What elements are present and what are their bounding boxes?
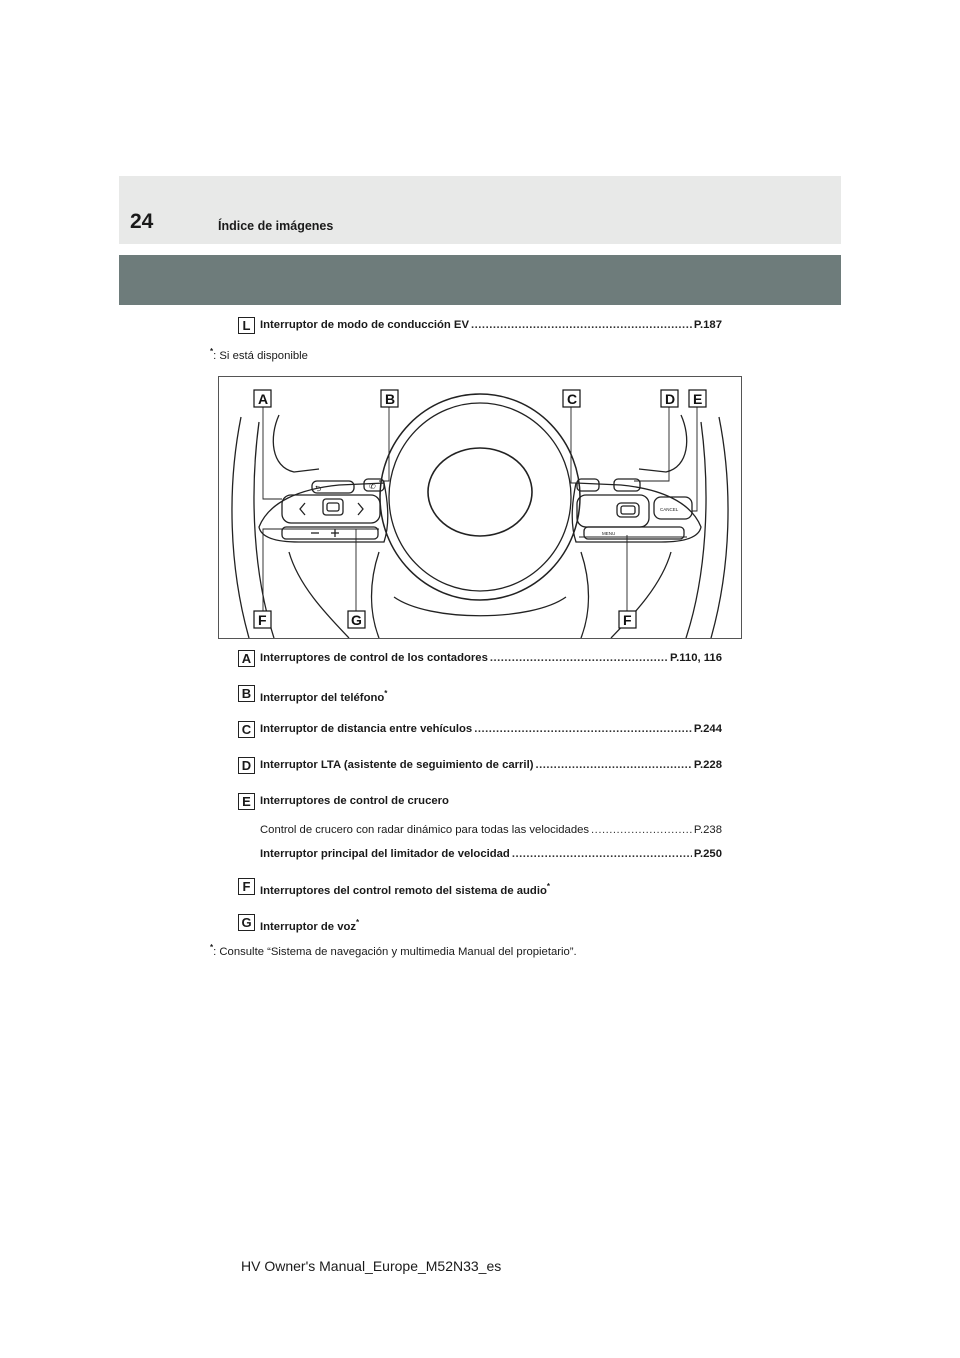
entry-c [238, 721, 722, 738]
sub-entry-radar-cruise: Control de crucero con radar dinámico para todas las velocidades ..... P.238 [260, 822, 722, 839]
dot-leader [535, 757, 691, 774]
entry-b [238, 685, 722, 702]
callout-a: A [258, 391, 269, 407]
entry-label: Interruptores del control remoto del sistema de audio* [260, 882, 550, 897]
entry-label: Interruptor de modo de conducción EV [260, 319, 470, 331]
hub-ring [389, 403, 571, 591]
callout-f-left: F [258, 612, 267, 628]
entry-e [238, 793, 722, 810]
entry-label: Interruptor LTA (asistente de seguimiento de carril) [260, 759, 534, 771]
dot-leader [591, 822, 692, 839]
dot-leader [474, 721, 692, 738]
entry-letter-box: A [238, 650, 255, 667]
rim-right-inner [686, 422, 706, 638]
svg-text:CANCEL: CANCEL [660, 507, 679, 512]
entry-label: Interruptores de control de los contadores [260, 652, 488, 664]
return-icon: ⮌ [315, 484, 322, 493]
entry-l [238, 317, 722, 334]
rim-left-inner [254, 422, 274, 638]
callout-d: D [665, 391, 676, 407]
svg-text:MENU: MENU [602, 531, 616, 536]
page-ref-link[interactable]: P.110, 116 [670, 652, 722, 664]
header-band [119, 176, 841, 244]
availability-note: *: Si está disponible [210, 347, 308, 362]
entry-letter-box: G [238, 914, 255, 931]
sub-entry-speed-limiter: Interruptor principal del limitador de velocidad ..... P.250 [260, 846, 722, 863]
steering-wheel-figure [218, 376, 742, 639]
page-ref-link[interactable]: P.187 [693, 319, 722, 331]
dot-leader [490, 650, 668, 667]
page-ref-link[interactable]: P.250 [693, 848, 722, 860]
entry-letter-box: E [238, 793, 255, 810]
entry-label: Interruptor de voz* [260, 918, 360, 933]
section-banner [119, 255, 841, 305]
entry-g [238, 914, 722, 931]
entry-label: Interruptor del teléfono* [260, 689, 388, 704]
callout-e: E [693, 391, 703, 407]
right-nav-pad [577, 495, 649, 527]
emblem-oval [428, 448, 532, 536]
entry-letter-box: B [238, 685, 255, 702]
callout-c: C [567, 391, 578, 407]
page-ref-link[interactable]: P.238 [693, 824, 722, 836]
callout-b: B [385, 391, 396, 407]
entry-label: Interruptores de control de crucero [260, 795, 449, 807]
navigation-note: *: Consulte “Sistema de navegación y multimedia Manual del propietario”. [210, 943, 577, 958]
entry-letter-box: F [238, 878, 255, 895]
section-title: Índice de imágenes [218, 219, 334, 233]
entry-letter-box: C [238, 721, 255, 738]
phone-icon: ✆ [369, 482, 376, 491]
page-number: 24 [130, 210, 154, 233]
entry-f [238, 878, 722, 895]
rim-right-outer [711, 417, 728, 638]
footer-manual-id: HV Owner's Manual_Europe_M52N33_es [241, 1258, 502, 1274]
page-ref-link[interactable]: P.244 [693, 723, 722, 735]
callout-f-right: F [623, 612, 632, 628]
rim-left-outer [232, 417, 249, 638]
entry-letter-box: D [238, 757, 255, 774]
callout-g: G [351, 612, 362, 628]
steering-wheel-illustration [219, 377, 741, 638]
entry-letter-box: L [238, 317, 255, 334]
dot-leader [512, 846, 692, 863]
entry-a [238, 650, 722, 667]
page-ref-link[interactable]: P.228 [693, 759, 722, 771]
entry-d [238, 757, 722, 774]
entry-label: Interruptor de distancia entre vehículos [260, 723, 473, 735]
hub-outer [380, 394, 580, 600]
dot-leader [471, 317, 692, 334]
